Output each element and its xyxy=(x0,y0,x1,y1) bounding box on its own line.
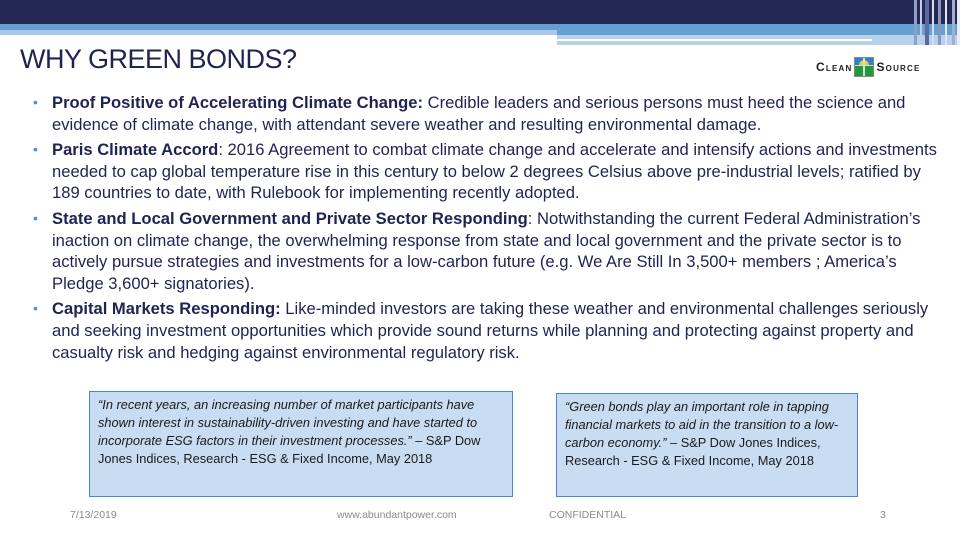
bullet-item xyxy=(30,92,940,135)
bullet-item xyxy=(30,208,940,294)
footer-date: 7/13/2019 xyxy=(70,509,117,521)
slide-title: WHY GREEN BONDS? xyxy=(20,44,297,74)
bullet-text: : 2016 Agreement to combat climate change and accelerate and intensify actions and investments needed to cap global temperature rise in this century to below 2 degrees Celsius above pre-industrial levels; ratified by 189 countries to date, with Rulebook for implementing recently adopted. xyxy=(52,140,937,203)
quote-box-esg xyxy=(89,391,513,497)
header-band-dark xyxy=(0,0,960,24)
quote-text: “Green bonds play an important role in tapping financial markets to aid in the transition to a low-carbon economy.” xyxy=(565,399,839,450)
bullet-text: : Notwithstanding the current Federal Administration’s inaction on climate change, the overwhelming response from state and local government and the private sector is to actively pursue strategies and investments for a low-carbon future (e.g. We Are Still In 3,500+ members ; America’s Pledge 3,600+ signatories). xyxy=(52,208,921,293)
bullet-dot-icon: • xyxy=(33,94,38,110)
window-sun-icon xyxy=(854,57,874,77)
quote-box-green-bonds xyxy=(556,393,858,497)
quote-source: – S&P Dow Jones Indices, Research - ESG & Fixed Income, May 2018 xyxy=(98,433,481,466)
header-white-line xyxy=(557,39,872,41)
header-stripes xyxy=(912,0,960,45)
bullet-dot-icon: • xyxy=(33,209,38,226)
bullet-text: Credible leaders and serious persons must heed the science and evidence of climate change, with attendant severe weather and resulting environmental damage. xyxy=(52,93,906,134)
footer-confidential: CONFIDENTIAL xyxy=(549,509,627,521)
quote-source: – S&P Dow Jones Indices, Research - ESG & Fixed Income, May 2018 xyxy=(565,435,821,468)
bullet-dot-icon: • xyxy=(33,141,38,158)
bullet-item xyxy=(30,298,940,363)
logo-word-source: Source xyxy=(876,60,921,74)
bullet-list xyxy=(30,92,940,367)
clean-source-logo xyxy=(816,56,921,78)
bullet-dot-icon: • xyxy=(33,300,38,317)
footer-page-number: 3 xyxy=(880,509,886,521)
bullet-heading: Paris Climate Accord xyxy=(52,140,219,160)
bullet-item xyxy=(30,139,940,204)
bullet-heading: State and Local Government and Private Sector Responding xyxy=(52,208,528,228)
header-band-light-left xyxy=(0,30,557,35)
bullet-heading: Proof Positive of Accelerating Climate Change: xyxy=(52,93,423,112)
logo-word-clean: Clean xyxy=(816,60,853,74)
bullet-heading: Capital Markets Responding: xyxy=(52,299,281,319)
quote-text: “In recent years, an increasing number of market participants have shown interest in sustainability-driven investing and have started to incorporate ESG factors in their investment processes.” xyxy=(98,397,478,448)
bullet-text: Like-minded investors are taking these weather and environmental challenges seriously and seeking investment opportunities which provide sound returns while planning and protecting against property and casualty risk and hedging against environmental regulatory risk. xyxy=(52,299,929,362)
footer-website: www.abundantpower.com xyxy=(337,509,457,521)
